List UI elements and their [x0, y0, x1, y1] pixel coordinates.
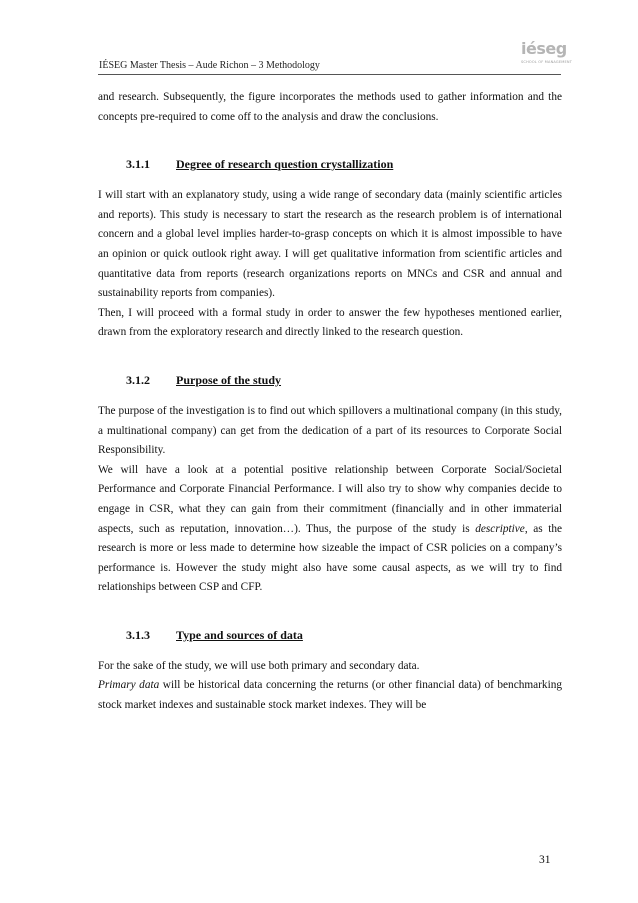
body-paragraph: [98, 676, 562, 715]
paragraph-text: , as the research is more or less made to determine how sizeable the impact of CSR policies on a company’s performance is. However the study might also have some causal aspects, as we will try to find relationships between CSP and CFP.: [98, 522, 562, 594]
section-title: Degree of research question crystallization: [176, 157, 394, 172]
body-paragraph: [98, 461, 562, 598]
page-content: [98, 88, 562, 716]
body-paragraph: Then, I will proceed with a formal study in order to answer the few hypotheses mentioned earlier, drawn from the exploratory research and directly linked to the research question.: [98, 306, 562, 339]
header-divider: [98, 74, 561, 75]
section-heading-3-1-1: [98, 154, 562, 174]
section-heading-3-1-2: [98, 370, 562, 390]
logo-wordmark: iéseg: [521, 39, 567, 58]
paragraph-text: will be historical data concerning the returns (or other financial data) of benchmarking stock market indexes and sustainable stock market indexes. They will be: [98, 679, 563, 712]
body-paragraph: The purpose of the investigation is to find out which spillovers a multinational company (in this study, a multinational company) can get from the dedication of a part of its resources to Corporate Social Responsibility.: [98, 404, 562, 457]
section-number: 3.1.1: [126, 157, 150, 172]
page-number: 31: [539, 854, 551, 866]
emphasis-text: descriptive: [475, 522, 525, 535]
body-paragraph: For the sake of the study, we will use both primary and secondary data.: [98, 659, 420, 672]
section-title: Purpose of the study: [176, 372, 282, 387]
section-number: 3.1.2: [126, 372, 150, 387]
running-header: IÉSEG Master Thesis – Aude Richon – 3 Methodology: [99, 60, 320, 71]
emphasis-text: Primary data: [98, 679, 160, 692]
ieseg-logo: [521, 38, 573, 72]
section-number: 3.1.3: [126, 627, 150, 642]
intro-paragraph: and research. Subsequently, the figure incorporates the methods used to gather information and the concepts pre-required to come off to the analysis and draw the conclusions.: [98, 91, 562, 123]
paragraph-text: We will have a look at a potential positive relationship between Corporate Social/Societal Performance and Corporate Financial Performance. I will also try to show why companies decide to engage in CSR, what they can gain from their commitment (financially and in other immaterial aspects, such as reputation, innovation…). Thus, the purpose of the study is: [98, 463, 562, 535]
section-heading-3-1-3: [98, 625, 562, 645]
section-title: Type and sources of data: [176, 627, 303, 642]
body-paragraph: I will start with an explanatory study, using a wide range of secondary data (mainly scientific articles and reports). This study is necessary to start the research as the research problem is of international concern and a global level implies harder-to-grasp concepts on which it is almost impossible to have an opinion or quick outlook right away. I will get qualitative information from scientific articles and quantitative data from reports (research organizations reports on MNCs and CSR and annual and sustainability reports from companies).: [98, 189, 562, 300]
logo-subtitle: SCHOOL OF MANAGEMENT: [521, 60, 573, 64]
